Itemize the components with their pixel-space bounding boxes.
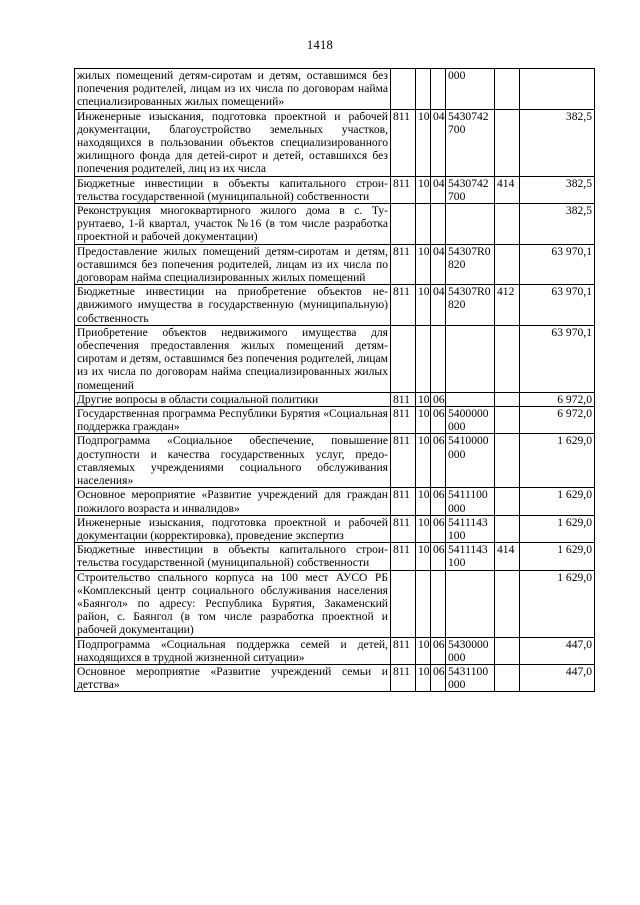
row-csr-cell: 5411100 000 [446, 488, 495, 515]
row-vr-cell [495, 392, 520, 406]
row-rz-cell: 10 [416, 434, 431, 488]
row-amount-cell: 6 972,0 [520, 392, 595, 406]
row-pr-cell [431, 325, 446, 392]
table-row [75, 570, 595, 637]
row-pr-cell [431, 570, 446, 637]
table-row [75, 392, 595, 406]
row-pr-cell: 06 [431, 637, 446, 664]
row-rz-cell: 10 [416, 637, 431, 664]
row-pr-cell: 06 [431, 392, 446, 406]
row-name-cell: Государственная программа Республики Бурятия «Социальная поддержка граждан» [75, 407, 391, 434]
row-name-cell: Предоставление жилых помещений детям-сиротам и детям, оставшимся без попечения родителей, лицам из их числа по договорам найма специализированных жилых помещений [75, 244, 391, 285]
row-amount-cell: 1 629,0 [520, 570, 595, 637]
row-csr-cell [446, 392, 495, 406]
row-amount-cell: 382,5 [520, 204, 595, 245]
row-csr-cell: 5430742 700 [446, 109, 495, 176]
row-name-cell: Основное мероприятие «Развитие учреждений семьи и детства» [75, 664, 391, 691]
row-ved-cell [391, 570, 416, 637]
row-name-cell: Приобретение объектов недвижимого имущества для обеспечения предоставления жилых помещений детям-сиротам и детям, оставшимся без попечения родителей, лицам из их числа по договорам найма специализированных жилых помещений [75, 325, 391, 392]
row-name-cell: Реконструкция многоквартирного жилого дома в с. Турунтаево, 1-й квартал, участок №16 (в том числе разработка проектной и рабочей документации) [75, 204, 391, 245]
row-csr-cell: 5411143 100 [446, 543, 495, 570]
row-pr-cell: 04 [431, 109, 446, 176]
row-csr-cell [446, 204, 495, 245]
row-vr-cell [495, 109, 520, 176]
row-pr-cell: 06 [431, 543, 446, 570]
row-rz-cell: 10 [416, 244, 431, 285]
row-csr-cell: 5431100 000 [446, 664, 495, 691]
page-number: 1418 [306, 38, 334, 52]
row-ved-cell: 811 [391, 664, 416, 691]
table-row [75, 285, 595, 326]
row-name-cell: Инженерные изыскания, подготовка проектной и рабочей документации, благоустройство земельных участков, находящихся в пользовании объектов специализированного жилищного фонда для детей-сирот и детей, оставшихся без попечения родителей, лиц из их числа [75, 109, 391, 176]
row-rz-cell: 10 [416, 664, 431, 691]
row-rz-cell: 10 [416, 407, 431, 434]
table-row [75, 664, 595, 691]
row-name-cell: Бюджетные инвестиции в объекты капитального строительства государственной (муниципальной) собственности [75, 543, 391, 570]
row-csr-cell [446, 570, 495, 637]
row-name-cell: Основное мероприятие «Развитие учреждений для граждан пожилого возраста и инвалидов» [75, 488, 391, 515]
row-csr-cell: 5400000 000 [446, 407, 495, 434]
row-vr-cell: 412 [495, 285, 520, 326]
row-name-cell: Строительство спального корпуса на 100 мест АУСО РБ «Комплексный центр социального обслуживания населения «Баянгол» по адресу: Республика Бурятия, Закаменский район, с. Баянгол (в том числе разработка проектной и рабочей документации) [75, 570, 391, 637]
row-rz-cell: 10 [416, 392, 431, 406]
table-row [75, 637, 595, 664]
row-amount-cell [520, 69, 595, 110]
table-row [75, 176, 595, 203]
row-pr-cell [431, 69, 446, 110]
row-amount-cell: 1 629,0 [520, 434, 595, 488]
table-row [75, 204, 595, 245]
row-rz-cell [416, 570, 431, 637]
row-pr-cell: 06 [431, 407, 446, 434]
row-csr-cell: 000 [446, 69, 495, 110]
row-amount-cell: 382,5 [520, 176, 595, 203]
row-rz-cell: 10 [416, 285, 431, 326]
row-ved-cell: 811 [391, 176, 416, 203]
row-pr-cell: 06 [431, 515, 446, 542]
row-rz-cell: 10 [416, 543, 431, 570]
budget-table [74, 68, 595, 692]
row-ved-cell: 811 [391, 543, 416, 570]
table-row [75, 69, 595, 110]
row-amount-cell: 447,0 [520, 664, 595, 691]
row-vr-cell [495, 637, 520, 664]
table-row [75, 407, 595, 434]
row-ved-cell: 811 [391, 637, 416, 664]
row-ved-cell: 811 [391, 392, 416, 406]
table-row [75, 109, 595, 176]
table-row [75, 488, 595, 515]
row-ved-cell: 811 [391, 434, 416, 488]
table-body [75, 69, 595, 692]
row-vr-cell [495, 244, 520, 285]
row-vr-cell [495, 407, 520, 434]
row-vr-cell [495, 434, 520, 488]
row-amount-cell: 6 972,0 [520, 407, 595, 434]
row-amount-cell: 1 629,0 [520, 488, 595, 515]
row-vr-cell [495, 204, 520, 245]
row-rz-cell [416, 204, 431, 245]
row-vr-cell: 414 [495, 543, 520, 570]
row-name-cell: Бюджетные инвестиции в объекты капитального строительства государственной (муниципальной) собственности [75, 176, 391, 203]
row-ved-cell: 811 [391, 109, 416, 176]
row-ved-cell: 811 [391, 244, 416, 285]
table-row [75, 543, 595, 570]
row-csr-cell: 54307R0 820 [446, 244, 495, 285]
row-rz-cell [416, 69, 431, 110]
row-ved-cell: 811 [391, 285, 416, 326]
row-csr-cell: 54307R0 820 [446, 285, 495, 326]
table-row [75, 515, 595, 542]
row-name-cell: Бюджетные инвестиции на приобретение объектов недвижимого имущества в государственную (муниципальную) собственность [75, 285, 391, 326]
row-name-cell: Инженерные изыскания, подготовка проектной и рабочей документации (корректировка), проведение экспертиз [75, 515, 391, 542]
row-vr-cell: 414 [495, 176, 520, 203]
row-amount-cell: 382,5 [520, 109, 595, 176]
row-vr-cell [495, 664, 520, 691]
row-amount-cell: 447,0 [520, 637, 595, 664]
row-csr-cell: 5430000 000 [446, 637, 495, 664]
row-vr-cell [495, 69, 520, 110]
row-rz-cell: 10 [416, 515, 431, 542]
row-pr-cell: 06 [431, 664, 446, 691]
row-amount-cell: 63 970,1 [520, 325, 595, 392]
row-ved-cell: 811 [391, 488, 416, 515]
row-csr-cell [446, 325, 495, 392]
row-name-cell: Подпрограмма «Социальная поддержка семей и детей, находящихся в трудной жизненной ситуации» [75, 637, 391, 664]
row-name-cell: Другие вопросы в области социальной политики [75, 392, 391, 406]
table-row [75, 434, 595, 488]
row-amount-cell: 1 629,0 [520, 515, 595, 542]
row-pr-cell: 06 [431, 434, 446, 488]
row-rz-cell: 10 [416, 176, 431, 203]
row-rz-cell [416, 325, 431, 392]
row-csr-cell: 5430742 700 [446, 176, 495, 203]
row-name-cell: Подпрограмма «Социальное обеспечение, повышение доступности и качества государственных услуг, предоставляемых учреждениями социального обслуживания населения» [75, 434, 391, 488]
row-csr-cell: 5411143 100 [446, 515, 495, 542]
row-ved-cell [391, 69, 416, 110]
table-row [75, 325, 595, 392]
row-rz-cell: 10 [416, 109, 431, 176]
row-vr-cell [495, 488, 520, 515]
row-ved-cell: 811 [391, 407, 416, 434]
row-ved-cell [391, 325, 416, 392]
row-pr-cell: 04 [431, 176, 446, 203]
row-ved-cell: 811 [391, 515, 416, 542]
row-csr-cell: 5410000 000 [446, 434, 495, 488]
row-pr-cell: 04 [431, 285, 446, 326]
row-vr-cell [495, 570, 520, 637]
row-pr-cell: 04 [431, 244, 446, 285]
row-amount-cell: 63 970,1 [520, 285, 595, 326]
table-row [75, 244, 595, 285]
row-amount-cell: 1 629,0 [520, 543, 595, 570]
row-pr-cell: 06 [431, 488, 446, 515]
row-vr-cell [495, 515, 520, 542]
row-ved-cell [391, 204, 416, 245]
row-pr-cell [431, 204, 446, 245]
row-vr-cell [495, 325, 520, 392]
row-name-cell: жилых помещений детям-сиротам и детям, оставшимся без попечения родителей, лицам из их числа по договорам найма специализированных жилых помещений» [75, 69, 391, 110]
row-rz-cell: 10 [416, 488, 431, 515]
row-amount-cell: 63 970,1 [520, 244, 595, 285]
